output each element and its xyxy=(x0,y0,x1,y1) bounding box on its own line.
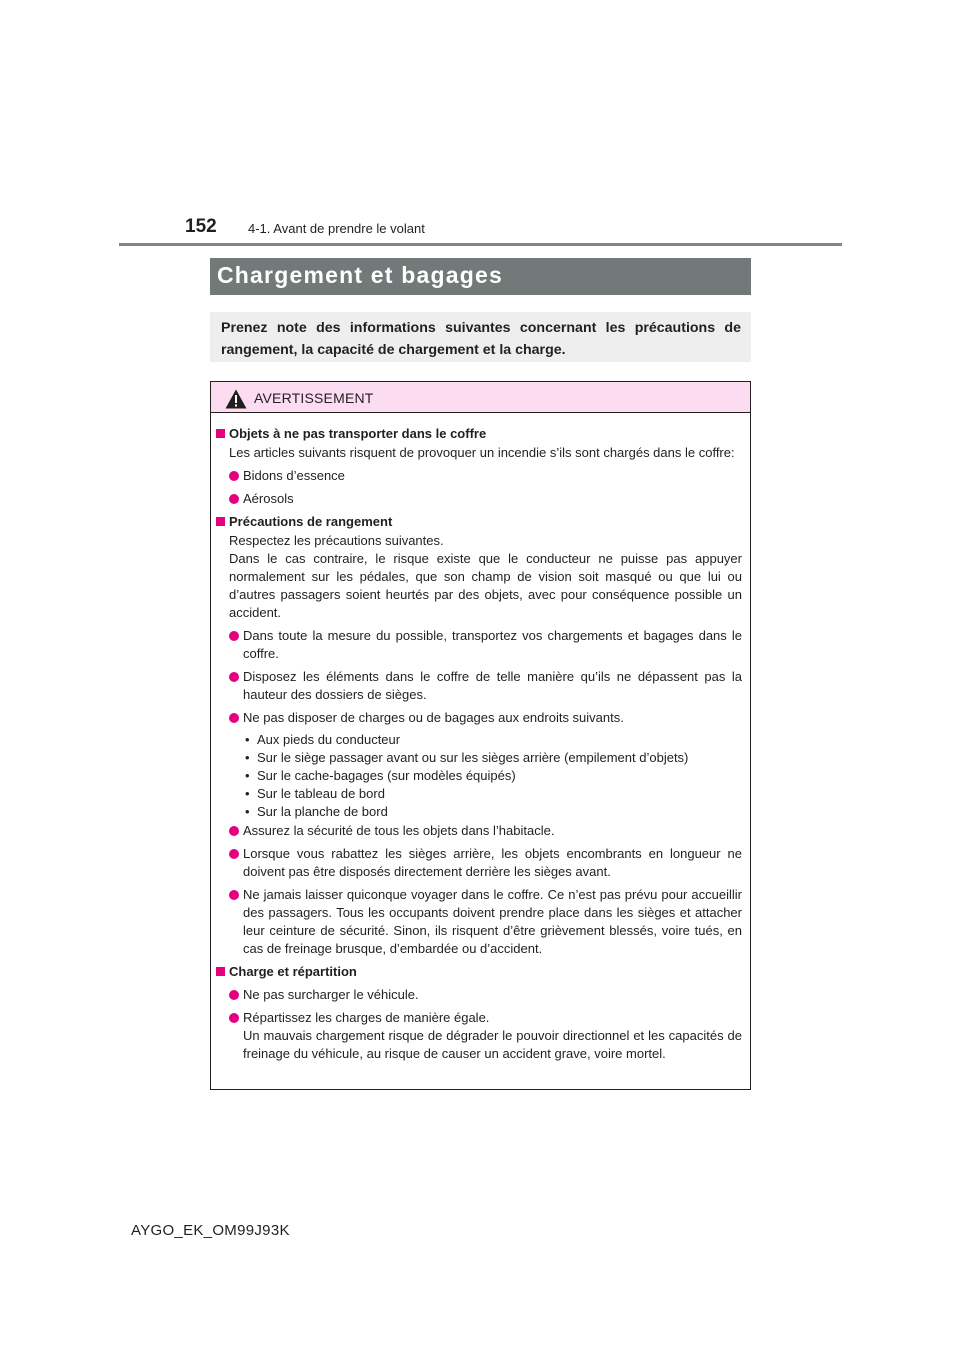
circle-bullet-icon xyxy=(229,826,239,836)
circle-bullet-icon xyxy=(229,849,239,859)
sub-list-item: • Sur le siège passager avant ou sur les sièges arrière (empilement d’objets) xyxy=(245,750,689,765)
list-item: Dans toute la mesure du possible, transportez vos chargements et bagages dans le coffre. xyxy=(214,627,742,663)
header-divider xyxy=(119,243,842,246)
list-item: Ne jamais laisser quiconque voyager dans le coffre. Ce n’est pas prévu pour accueillir des passagers. Tous les occupants doivent prendre place dans les sièges et attacher leur ceinture de sécurité. Sinon, ils risquent d’être grièvement blessés, voire tués, en cas de freinage brusque, d’embardée ou d’accident. xyxy=(214,886,742,958)
list-item: Lorsque vous rabattez les sièges arrière, les objets encombrants en longueur ne doivent pas être disposés directement derrière les sièges avant. xyxy=(214,845,742,881)
sub-list-item: • Sur le cache-bagages (sur modèles équipés) xyxy=(245,768,516,783)
sub-list-item: • Aux pieds du conducteur xyxy=(245,732,401,747)
sub-list xyxy=(214,731,742,821)
warning-header xyxy=(211,382,750,413)
section-heading: Précautions de rangement xyxy=(214,513,742,531)
circle-bullet-icon xyxy=(229,713,239,723)
list-item: Bidons d’essence xyxy=(214,467,742,485)
section-heading: Charge et répartition xyxy=(214,963,742,981)
page-title: Chargement et bagages xyxy=(210,258,751,295)
warning-triangle-icon xyxy=(225,389,247,409)
circle-bullet-icon xyxy=(229,890,239,900)
document-code: AYGO_EK_OM99J93K xyxy=(131,1222,290,1239)
section-text: Respectez les précautions suivantes. xyxy=(229,533,444,548)
page-number: 152 xyxy=(185,216,217,237)
circle-bullet-icon xyxy=(229,672,239,682)
list-item: Ne pas surcharger le véhicule. xyxy=(214,986,742,1004)
list-item: Aérosols xyxy=(214,490,742,508)
circle-bullet-icon xyxy=(229,471,239,481)
circle-bullet-icon xyxy=(229,494,239,504)
section-text: Les articles suivants risquent de provoquer un incendie s’ils sont chargés dans le coffre: xyxy=(229,445,735,460)
warning-box xyxy=(210,381,751,1090)
warning-label: AVERTISSEMENT xyxy=(254,390,374,406)
list-item: Assurez la sécurité de tous les objets dans l’habitacle. xyxy=(214,822,742,840)
section-heading: Objets à ne pas transporter dans le coffre xyxy=(214,425,742,443)
sub-list-item: • Sur la planche de bord xyxy=(245,804,388,819)
circle-bullet-icon xyxy=(229,1013,239,1023)
list-item: Disposez les éléments dans le coffre de telle manière qu’ils ne dépassent pas la hauteur des dossiers de sièges. xyxy=(214,668,742,704)
warning-body xyxy=(211,413,750,1063)
section-path: 4-1. Avant de prendre le volant xyxy=(248,221,425,236)
section-text: Dans le cas contraire, le risque existe que le conducteur ne puisse pas appuyer normalement sur les pédales, que son champ de vision soit masqué ou que lui ou d’autres passagers soient heurtés par des objets, avec pour conséquence possible un accident. xyxy=(229,551,742,620)
circle-bullet-icon xyxy=(229,631,239,641)
square-bullet-icon xyxy=(216,517,225,526)
intro-box xyxy=(210,312,751,362)
sub-list-item: • Sur le tableau de bord xyxy=(245,786,385,801)
list-item: Répartissez les charges de manière égale. xyxy=(214,1009,742,1027)
section-text: Un mauvais chargement risque de dégrader le pouvoir directionnel et les capacités de freinage du véhicule, au risque de causer un accident grave, voire mortel. xyxy=(243,1028,742,1061)
square-bullet-icon xyxy=(216,429,225,438)
square-bullet-icon xyxy=(216,967,225,976)
intro-text: Prenez note des informations suivantes concernant les précautions de rangement, la capacité de chargement et la charge. xyxy=(221,320,741,358)
list-item: Ne pas disposer de charges ou de bagages aux endroits suivants. xyxy=(214,709,742,727)
circle-bullet-icon xyxy=(229,990,239,1000)
